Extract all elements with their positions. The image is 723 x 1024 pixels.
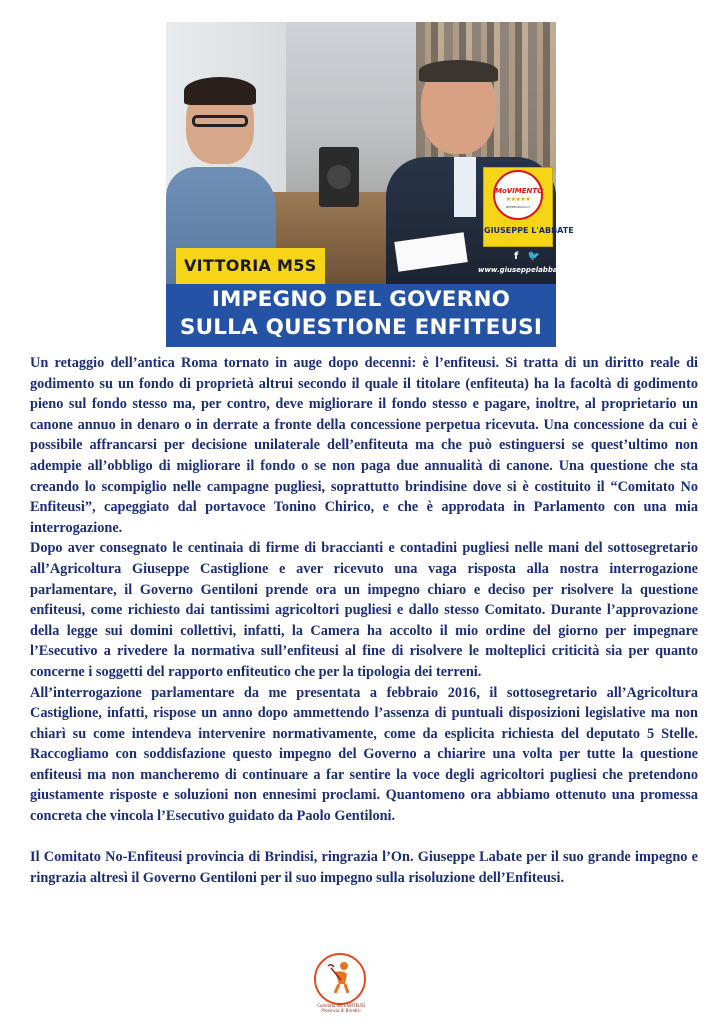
victory-badge: VITTORIA M5S (176, 248, 325, 284)
farmer-icon (325, 960, 357, 996)
headline-line-2: SULLA QUESTIONE ENFITEUSI (179, 315, 543, 340)
paragraph-3: All’interrogazione parlamentare da me presentata a febbraio 2016, il sottosegretario all’Agricoltura Castiglione, infatti, rispose un anno dopo ammettendo l’assenza di puntuali disposizioni legislative ma non chiarì su come intendeva intervenire normativamente, come da esplicita richiesta del deputato 5 Stelle. Raccogliamo con soddisfazione questo impegno del Governo a chiarire una volta per tutte la questione enfiteusi ma non mancheremo di continuare a far sentire la voce degli agricoltori pugliesi che pretendono giustamente risposte e soluzioni non ennesimi proclami. Quantomeno ora abbiamo ottenuto una promessa concreta che vincola l’Esecutivo guidato da Paolo Gentiloni. (30, 684, 698, 825)
m5s-logo (483, 167, 574, 247)
m5s-logo-site: BEPPEGRILLO.IT (506, 205, 530, 209)
website-url: www.giuseppelabbate.it (478, 266, 575, 274)
twitter-icon: 🐦 (527, 251, 541, 262)
social-icons (514, 251, 546, 262)
header-image (166, 22, 575, 347)
m5s-logo-name: GIUSEPPE L'ABBATE (484, 226, 574, 235)
photo (166, 22, 575, 284)
committee-logo-text: Comitato NO ENFITEUSI Provincia di Brindisi (317, 1003, 365, 1013)
headline-line-1: IMPEGNO DEL GOVERNO (211, 287, 511, 312)
speaker (319, 147, 359, 207)
paragraph-1: Un retaggio dell’antica Roma tornato in auge dopo decenni: è l’enfiteusi. Si tratta di un diritto reale di godimento su un fondo di proprietà altrui secondo il quale il titolare (enfiteuta) ha la facoltà di godimento pieno sul fondo stesso ma, per contro, deve migliorare il fondo stesso e pagare, inoltre, al proprietario un canone annuo in denaro o in derrate a fronte della concessione perpetua ricevuta. Una concessione da cui è possibile affrancarsi per decisione unilaterale dell’enfiteuta ma che può estinguersi se quest’ultimo non adempie all’obbligo di migliorare il fondo o se non paga due annualità di canone. Una questione che sta creando lo scompiglio nelle campagne pugliesi, soprattutto brindisine dove si è costituito il “Comitato No Enfiteusi”, capeggiato dal portavoce Tonino Chirico, e che è approdata in Parlamento con una mia interrogazione. (30, 355, 698, 536)
m5s-stars-icon: ★★★★★ (505, 197, 531, 203)
committee-logo (314, 953, 366, 1005)
m5s-logo-word: MoVIMENTO (495, 187, 544, 195)
article-body (30, 353, 698, 888)
facebook-icon: f (514, 251, 519, 262)
paragraph-2: Dopo aver consegnato le centinaia di firme di braccianti e contadini pugliesi nelle mani del sottosegretario all’Agricoltura Giuseppe Castiglione e aver ricevuto una vaga risposta alla nostra interrogazione parlamentare, il Governo Gentiloni prende ora un impegno chiaro e deciso per risolvere la questione enfiteusi, come richiesto dai tantissimi agricoltori pugliesi e dallo stesso Comitato. Durante l’approvazione della legge sui domini collettivi, infatti, la Camera ha accolto il mio ordine del giorno per impegnare l’Esecutivo a rivedere la normativa sull’enfiteusi al fine di risolvere le molteplici criticità sia per quanto concerne i soggetti del rapporto enfiteutico che per la tipologia dei terreni. (30, 540, 698, 680)
paragraph-4: Il Comitato No-Enfiteusi provincia di Brindisi, ringrazia l’On. Giuseppe Labate per il suo grande impegno e ringrazia altresì il Governo Gentiloni per il suo impegno sulla risoluzione dell’Enfiteusi. (30, 849, 698, 886)
glasses (192, 115, 248, 127)
